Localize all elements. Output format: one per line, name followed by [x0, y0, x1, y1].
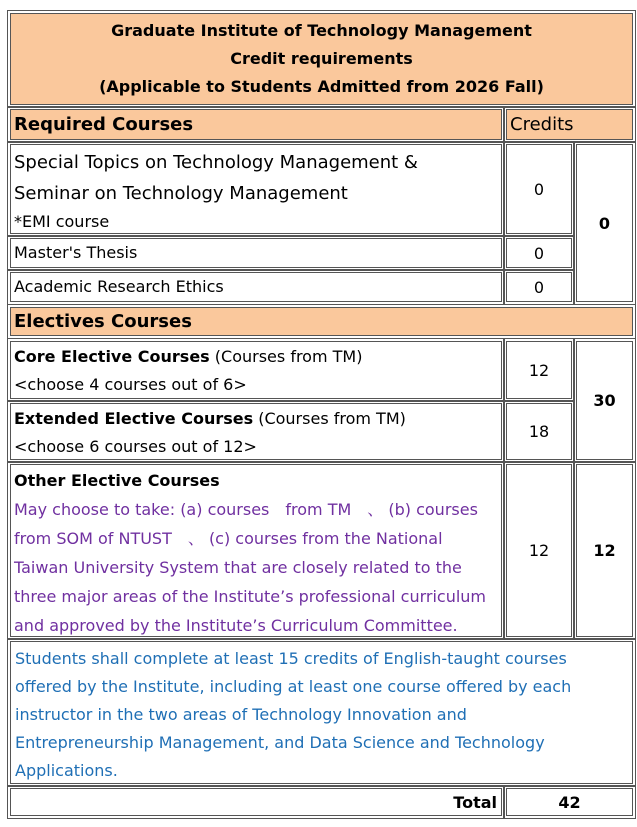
- english-taught-note: [10, 641, 633, 784]
- table-title: [10, 13, 633, 105]
- note-line-1: Students shall complete at least 15 credits of English-taught courses: [15, 649, 567, 668]
- required-total: 0: [576, 144, 633, 302]
- emi-course-note: *EMI course: [14, 212, 110, 231]
- course-name-line-1: Special Topics on Technology Management &: [14, 152, 418, 173]
- other-elective-row: [10, 464, 502, 637]
- extended-elective-source: (Courses from TM): [253, 409, 406, 428]
- extended-elective-row: [10, 403, 502, 460]
- electives-subtotal: 30: [576, 341, 633, 460]
- credits-column-header: Credits: [506, 109, 633, 140]
- extended-elective-choose: <choose 6 courses out of 12>: [14, 437, 257, 456]
- other-elective-desc-1: May choose to take: (a) courses from TM 、 (b) courses: [14, 500, 478, 519]
- required-row-research-ethics: Academic Research Ethics: [10, 272, 502, 302]
- extended-elective-title: Extended Elective Courses: [14, 409, 254, 428]
- note-line-5: Applications.: [15, 761, 118, 780]
- credits-special-topics: 0: [506, 144, 572, 234]
- total-label: Total: [10, 788, 502, 816]
- credit-requirements-table: [8, 11, 635, 822]
- credits-extended-elective: 18: [506, 403, 572, 460]
- credits-core-elective: 12: [506, 341, 572, 399]
- title-line-1: Graduate Institute of Technology Management: [111, 21, 532, 40]
- note-line-4: Entrepreneurship Management, and Data Science and Technology: [15, 733, 545, 752]
- grand-total: 42: [506, 788, 633, 816]
- note-line-2: offered by the Institute, including at least one course offered by each: [15, 677, 572, 696]
- other-elective-desc-5: and approved by the Institute’s Curriculum Committee.: [14, 616, 458, 635]
- other-elective-total: 12: [576, 464, 633, 637]
- other-elective-title: Other Elective Courses: [14, 471, 220, 490]
- credits-other-elective: 12: [506, 464, 572, 637]
- title-line-2: Credit requirements: [230, 49, 413, 68]
- note-line-3: instructor in the two areas of Technology Innovation and: [15, 705, 467, 724]
- title-line-3: (Applicable to Students Admitted from 2026 Fall): [99, 77, 544, 96]
- electives-section-header: Electives Courses: [10, 307, 633, 336]
- other-elective-desc-2: from SOM of NTUST 、 (c) courses from the National: [14, 529, 443, 548]
- course-name-line-2: Seminar on Technology Management: [14, 183, 348, 204]
- core-elective-source: (Courses from TM): [209, 347, 363, 366]
- core-elective-title: Core Elective Courses: [14, 347, 210, 366]
- required-row-masters-thesis: Master's Thesis: [10, 238, 502, 268]
- other-elective-desc-4: three major areas of the Institute’s professional curriculum: [14, 587, 487, 606]
- other-elective-desc-3: Taiwan University System that are closely related to the: [14, 558, 462, 577]
- credits-research-ethics: 0: [506, 272, 572, 302]
- credits-masters-thesis: 0: [506, 238, 572, 268]
- required-row-special-topics: [10, 144, 502, 234]
- core-elective-row: [10, 341, 502, 399]
- required-section-header: Required Courses: [10, 109, 502, 140]
- core-elective-choose: <choose 4 courses out of 6>: [14, 375, 247, 394]
